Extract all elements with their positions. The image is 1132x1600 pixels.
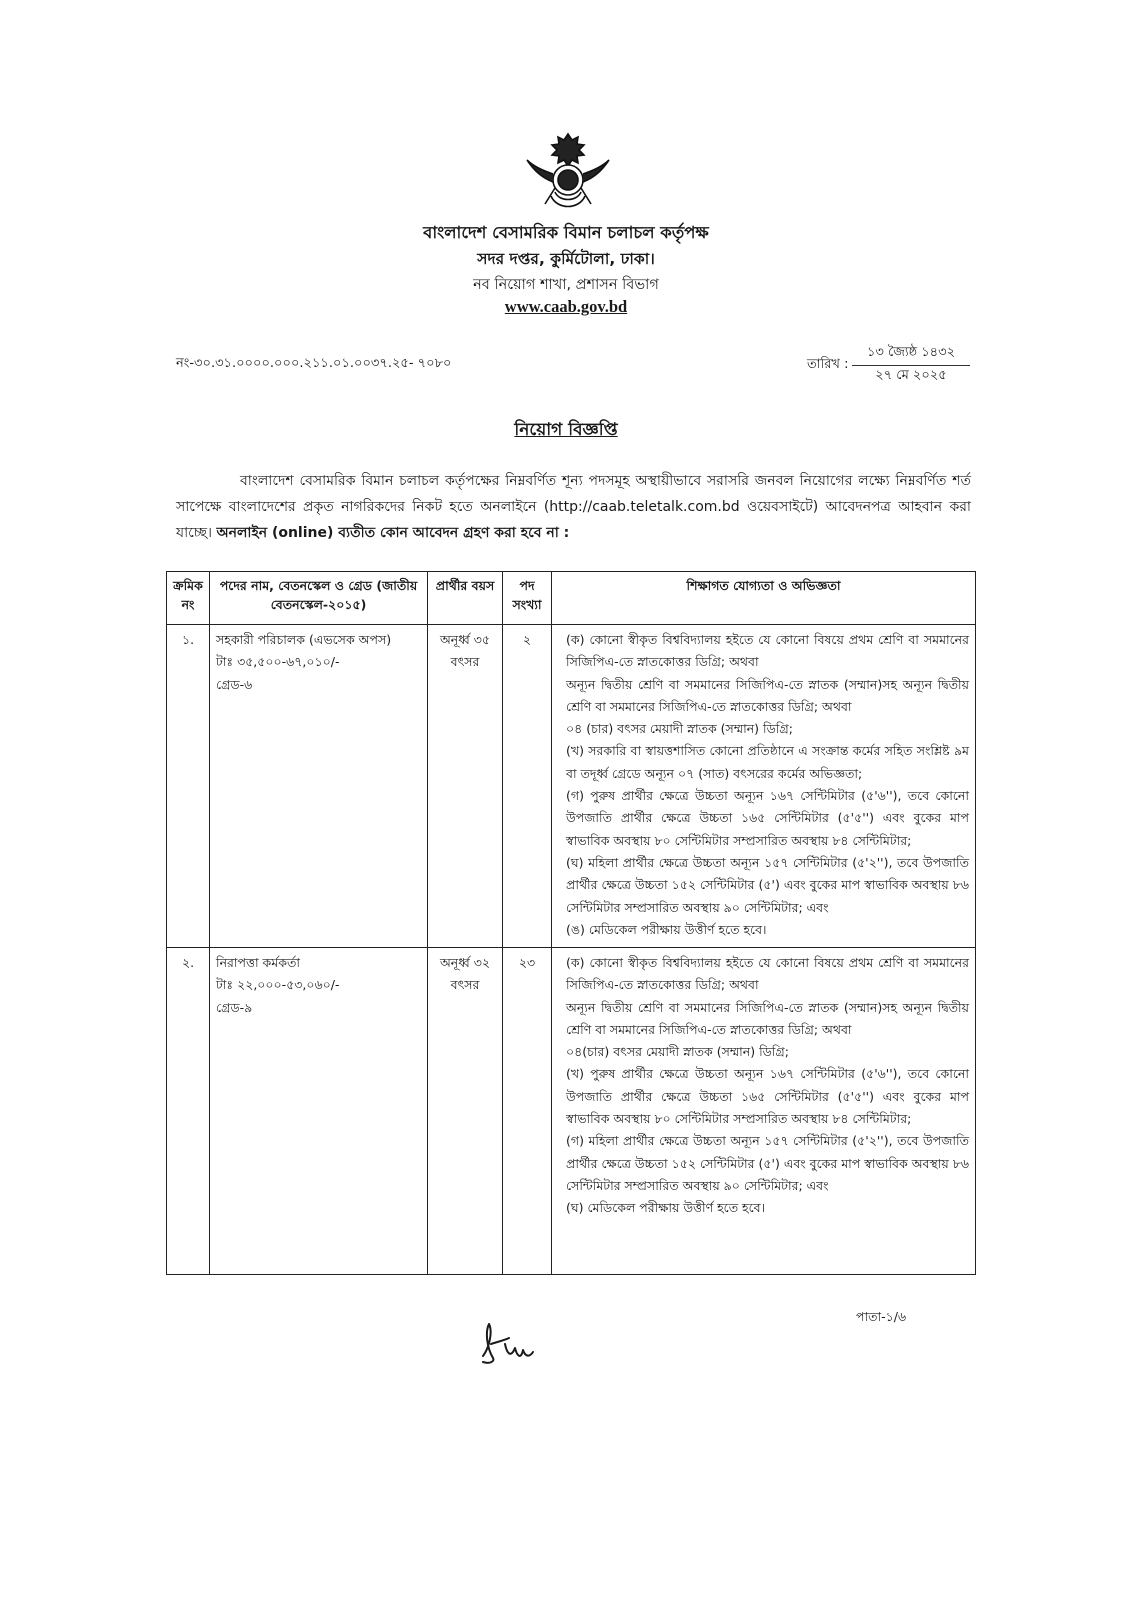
page-number: পাতা-১/৬	[856, 1309, 907, 1324]
qualification-item: (খ) সরকারি বা স্বায়ত্তশাসিত কোনো প্রতিষ্ঠানে এ সংক্রান্ত কর্মের সহিত সংশ্লিষ্ট ৯ম বা তদূর্ধ্ব গ্রেডে অন্যূন ০৭ (সাত) বৎসরের কর্মের অভিজ্ঞতা;	[566, 743, 969, 781]
department-name: নব নিয়োগ শাখা, প্রশাসন বিভাগ	[473, 277, 659, 293]
date-gregorian: ২৭ মে ২০২৫	[875, 368, 947, 383]
post-pay-scale: টাঃ ২২,০০০-৫৩,০৬০/-	[216, 977, 340, 993]
website-link[interactable]: www.caab.gov.bd	[504, 297, 628, 316]
table-row	[167, 948, 976, 1275]
qualification-item: অন্যূন দ্বিতীয় শ্রেণি বা সমমানের সিজিপিএ-তে স্নাতক (সম্মান)সহ অন্যূন দ্বিতীয় শ্রেণি বা সমমানের সিজিপিএ-তে স্নাতকোত্তর ডিগ্রি; অথবা	[566, 999, 969, 1037]
row-post	[210, 948, 428, 1275]
row-age: অনূর্ধ্ব ৩৫ বৎসর	[428, 625, 503, 948]
intro-text: বাংলাদেশ বেসামরিক বিমান চলাচল কর্তৃপক্ষের নিম্নবর্ণিত শূন্য পদসমূহ অস্থায়ীভাবে সরাসরি জনবল নিয়োগের লক্ষ্যে নিম্নবর্ণিত শর্ত সাপেক্ষে বাংলাদেশের প্রকৃত নাগরিকদের নিকট হতে অনলাইনে (http://caab.teletalk.com.bd ওয়েবসাইটে) আবেদনপত্র আহবান করা যাচ্ছে।	[176, 473, 971, 541]
signature-icon	[475, 1318, 545, 1368]
qualification-item: (ক) কোনো স্বীকৃত বিশ্ববিদ্যালয় হইতে যে কোনো বিষয়ে প্রথম শ্রেণি বা সমমানের সিজিপিএ-তে স্নাতকোত্তর ডিগ্রি; অথবা	[566, 955, 969, 993]
organization-name: বাংলাদেশ বেসামরিক বিমান চলাচল কর্তৃপক্ষ	[423, 223, 709, 242]
qualification-item: (গ) মহিলা প্রার্থীর ক্ষেত্রে উচ্চতা অন্যূন ১৫৭ সেন্টিমিটার (৫'২''), তবে উপজাতি প্রার্থীর ক্ষেত্রে উচ্চতা ১৫২ সেন্টিমিটার (৫') এবং বুকের মাপ স্বাভাবিক অবস্থায় ৮৬ সেন্টিমিটার সম্প্রসারিত অবস্থায় ৯০ সেন্টিমিটার; এবং	[566, 1133, 969, 1193]
qualification-item: (গ) পুরুষ প্রার্থীর ক্ষেত্রে উচ্চতা অন্যূন ১৬৭ সেন্টিমিটার (৫'৬''), তবে কোনো উপজাতি প্রার্থীর ক্ষেত্রে উচ্চতা ১৬৫ সেন্টিমিটার (৫'৫'') এবং বুকের মাপ স্বাভাবিক অবস্থায় ৮০ সেন্টিমিটার সম্প্রসারিত অবস্থায় ৮৪ সেন্টিমিটার;	[566, 788, 969, 848]
row-serial: ১.	[167, 625, 210, 948]
posts-table	[166, 571, 976, 1275]
post-pay-scale: টাঃ ৩৫,৫০০-৬৭,০১০/-	[216, 654, 340, 670]
table-row	[167, 625, 976, 948]
header-post: পদের নাম, বেতনস্কেল ও গ্রেড (জাতীয় বেতনস্কেল-২০১৫)	[210, 572, 428, 625]
date-label: তারিখ :	[807, 357, 849, 372]
memo-number: নং-৩০.৩১.০০০০.০০০.২১১.০১.০০৩৭.২৫- ৭০৮০	[176, 356, 452, 371]
intro-emphasis: অনলাইন (online) ব্যতীত কোন আবেদন গ্রহণ করা হবে না :	[216, 525, 570, 541]
table-header-row	[167, 572, 976, 625]
post-grade: গ্রেড-৬	[216, 676, 253, 692]
caab-emblem-icon	[525, 130, 611, 214]
qualification-item: (ঘ) মহিলা প্রার্থীর ক্ষেত্রে উচ্চতা অন্যূন ১৫৭ সেন্টিমিটার (৫'২''), তবে উপজাতি প্রার্থীর ক্ষেত্রে উচ্চতা ১৫২ সেন্টিমিটার (৫') এবং বুকের মাপ স্বাভাবিক অবস্থায় ৮৬ সেন্টিমিটার সম্প্রসারিত অবস্থায় ৯০ সেন্টিমিটার; এবং	[566, 854, 969, 915]
post-grade: গ্রেড-৯	[216, 999, 253, 1015]
intro-paragraph	[176, 468, 971, 546]
row-vacancies: ২৩	[503, 948, 552, 1275]
qualification-item: (ঘ) মেডিকেল পরীক্ষায় উত্তীর্ণ হতে হবে।	[566, 1200, 766, 1216]
headquarters-address: সদর দপ্তর, কুর্মিটোলা, ঢাকা।	[477, 250, 655, 268]
qualification-item: (ঙ) মেডিকেল পরীক্ষায় উত্তীর্ণ হতে হবে।	[566, 921, 767, 937]
qualification-item: (ক) কোনো স্বীকৃত বিশ্ববিদ্যালয় হইতে যে কোনো বিষয়ে প্রথম শ্রেণি বা সমমানের সিজিপিএ-তে স্নাতকোত্তর ডিগ্রি; অথবা	[566, 632, 969, 670]
post-name: সহকারী পরিচালক (এভসেক অপস)	[216, 632, 392, 647]
qualification-item: (খ) পুরুষ প্রার্থীর ক্ষেত্রে উচ্চতা অন্যূন ১৬৭ সেন্টিমিটার (৫'৬''), তবে কোনো উপজাতি প্রার্থীর ক্ষেত্রে উচ্চতা ১৬৫ সেন্টিমিটার (৫'৫'') এবং বুকের মাপ স্বাভাবিক অবস্থায় ৮০ সেন্টিমিটার সম্প্রসারিত অবস্থায় ৮৪ সেন্টিমিটার;	[566, 1066, 969, 1127]
notice-title-text: নিয়োগ বিজ্ঞপ্তি	[514, 420, 618, 440]
header-serial: ক্রমিক নং	[167, 572, 210, 625]
post-name: নিরাপত্তা কর্মকর্তা	[216, 955, 300, 970]
row-age: অনূর্ধ্ব ৩২ বৎসর	[428, 948, 503, 1275]
header-qualification: শিক্ষাগত যোগ্যতা ও অভিজ্ঞতা	[552, 572, 976, 625]
qualification-item: অন্যূন দ্বিতীয় শ্রেণি বা সমমানের সিজিপিএ-তে স্নাতক (সম্মান)সহ অন্যূন দ্বিতীয় শ্রেণি বা সমমানের সিজিপিএ-তে স্নাতকোত্তর ডিগ্রি; অথবা	[566, 676, 969, 714]
row-qualifications	[552, 625, 976, 948]
row-post	[210, 625, 428, 948]
row-qualifications	[552, 948, 976, 1275]
qualification-item: ০৪ (চার) বৎসর মেয়াদী স্নাতক (সম্মান) ডিগ্রি;	[566, 721, 793, 737]
header-vacancies: পদ সংখ্যা	[503, 572, 552, 625]
row-vacancies: ২	[503, 625, 552, 948]
header-age: প্রার্থীর বয়স	[428, 572, 503, 625]
date-bangla: ১৩ জ্যৈষ্ঠ ১৪৩২	[852, 343, 970, 366]
row-serial: ২.	[167, 948, 210, 1275]
qualification-item: ০৪(চার) বৎসর মেয়াদী স্নাতক (সম্মান) ডিগ্রি;	[566, 1044, 789, 1060]
notice-title	[0, 417, 1132, 445]
